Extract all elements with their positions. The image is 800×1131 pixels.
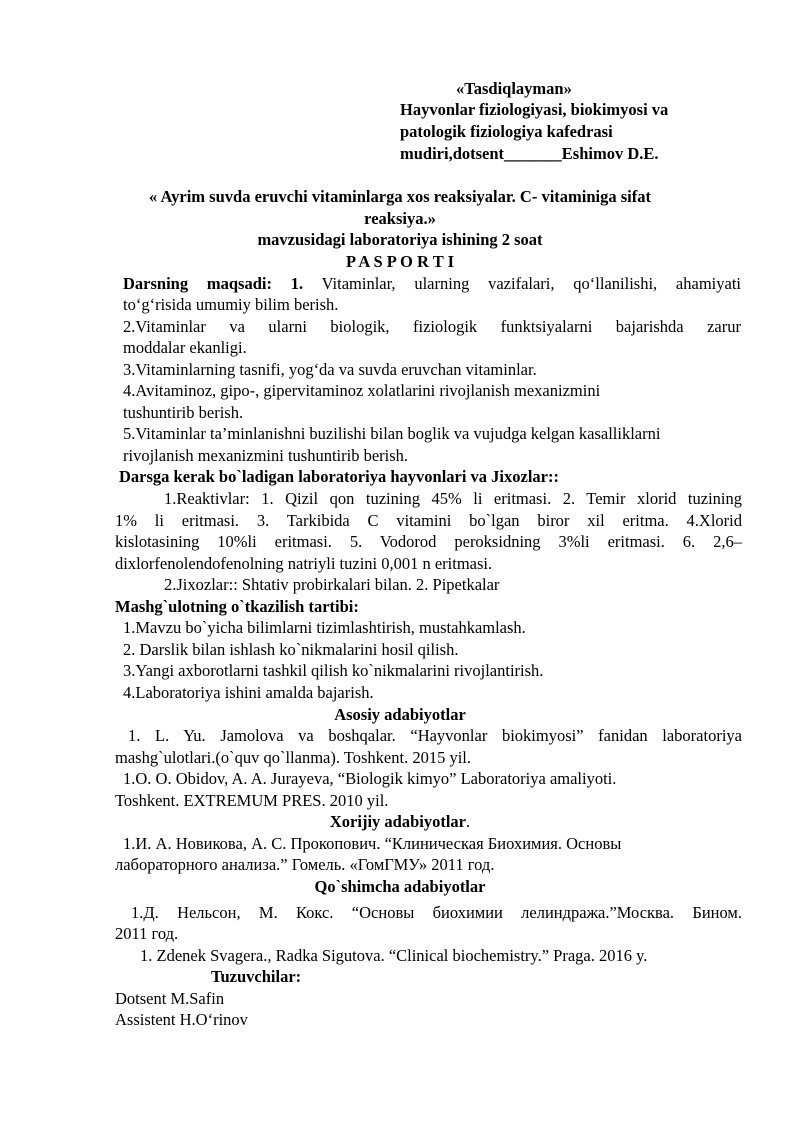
topic-subtitle: mavzusidagi laboratoriya ishining 2 soat [257,230,543,249]
main-literature-2-line2: Toshkent. EXTREMUM PRES. 2010 yil. [115,791,389,810]
procedure-item: 1.Mavzu bo`yicha bilimlarni tizimlashtirish, mustahkamlash. [123,618,526,637]
goal-paragraph-line1 [123,273,741,295]
equipment-reagents-line2: 1% li eritmasi. 3. Tarkibida C vitamini bo`lgan biror xil eritma. 4.Xlorid [115,511,742,530]
author-2: Assistent H.O‘rinov [115,1010,248,1029]
procedure-item: 4.Laboratoriya ishini amalda bajarish. [123,683,374,702]
approval-title: «Tasdiqlayman» [456,79,572,98]
passport-heading: P A S P O R T I [345,252,455,271]
goal-item-2-line2: moddalar ekanligi. [123,338,247,357]
equipment-tools: 2.Jixozlar:: Shtativ probirkalari bilan. 2. Pipetkalar [164,575,500,594]
main-literature-1-line2: mashg`ulotlari.(o`quv qo`llanma). Toshkent. 2015 yil. [115,748,471,767]
topic-title-line1: « Ayrim suvda eruvchi vitaminlarga xos reaksiyalar. C- vitaminiga sifat [148,187,652,206]
foreign-literature-1-line2: лабораторного анализа.” Гомель. «ГомГМУ» 2011 год. [115,855,495,874]
goal-item-5-line2: rivojlanish mexanizmini tushuntirib berish. [123,446,409,465]
foreign-literature-heading-dot: . [466,812,471,831]
equipment-heading: Darsga kerak bo`ladigan laboratoriya hayvonlari va Jixozlar:: [119,467,559,486]
approval-department-line2: patologik fiziologiya kafedrasi [400,122,613,141]
main-literature-2-line1: 1.O. O. Obidov, A. A. Jurayeva, “Biologik kimyo” Laboratoriya amaliyoti. [123,769,617,788]
goal-item-5-line1: 5.Vitaminlar ta’minlanishni buzilishi bilan boglik va vujudga kelgan kasalliklarni [123,424,661,443]
approval-department-line1: Hayvonlar fiziologiyasi, biokimyosi va [400,100,669,119]
goal-item-4-line1: 4.Avitaminoz, gipo-, gipervitaminoz xolatlarini rivojlanish mexanizmini [123,381,601,400]
foreign-literature-1-line1: 1.И. А. Новикова, А. С. Прокопович. “Клиническая Биохимия. Основы [123,834,622,853]
foreign-literature-heading: Xorijiy adabiyotlar [329,812,466,831]
goal-label: Darsning maqsadi: 1. [123,274,304,293]
goal-paragraph-line2: to‘g‘risida umumiy bilim berish. [123,295,339,314]
procedure-heading: Mashg`ulotning o`tkazilish tartibi: [115,597,359,616]
additional-literature-1-line1: 1.Д. Нельсон, М. Кокс. “Основы биохимии лелиндража.”Москва. Бином. [131,903,742,922]
foreign-literature-heading-line [0,811,800,833]
additional-literature-1-line2: 2011 год. [115,924,179,943]
main-literature-heading: Asosiy adabiyotlar [334,705,466,724]
goal-item-3: 3.Vitaminlarning tasnifi, yog‘da va suvda eruvchan vitaminlar. [123,360,537,379]
additional-literature-heading: Qo`shimcha adabiyotlar [314,877,486,896]
goal-item-2-line1: 2.Vitaminlar va ularni biologik, fiziologik funktsiyalarni bajarishda zarur [123,317,741,336]
main-literature-1-line1: 1. L. Yu. Jamolova va boshqalar. “Hayvonlar biokimyosi” fanidan laboratoriya [128,726,742,745]
equipment-reagents-line4: dixlorfenolendofenolning natriyli tuzini 0,001 n eritmasi. [115,554,493,573]
equipment-reagents-line1: 1.Reaktivlar: 1. Qizil qon tuzining 45% li eritmasi. 2. Temir xlorid tuzining [164,489,742,508]
goal-text: Vitaminlar, ularning vazifalari, qo‘llanilishi, ahamiyati [321,274,741,293]
goal-item-4-line2: tushuntirib berish. [123,403,244,422]
procedure-item: 2. Darslik bilan ishlash ko`nikmalarini hosil qilish. [123,640,459,659]
authors-heading: Tuzuvchilar: [211,967,302,986]
procedure-item: 3.Yangi axborotlarni tashkil qilish ko`nikmalarini rivojlantirish. [123,661,544,680]
topic-title-line2: reaksiya.» [364,209,436,228]
author-1: Dotsent M.Safin [115,989,225,1008]
approval-head-signature: mudiri,dotsent_______Eshimov D.E. [400,144,659,163]
additional-literature-2: 1. Zdenek Svagera., Radka Sigutova. “Clinical biochemistry.” Praga. 2016 y. [140,946,648,965]
equipment-reagents-line3: kislotasining 10%li eritmasi. 5. Vodorod peroksidning 3%li eritmasi. 6. 2,6– [115,532,742,551]
